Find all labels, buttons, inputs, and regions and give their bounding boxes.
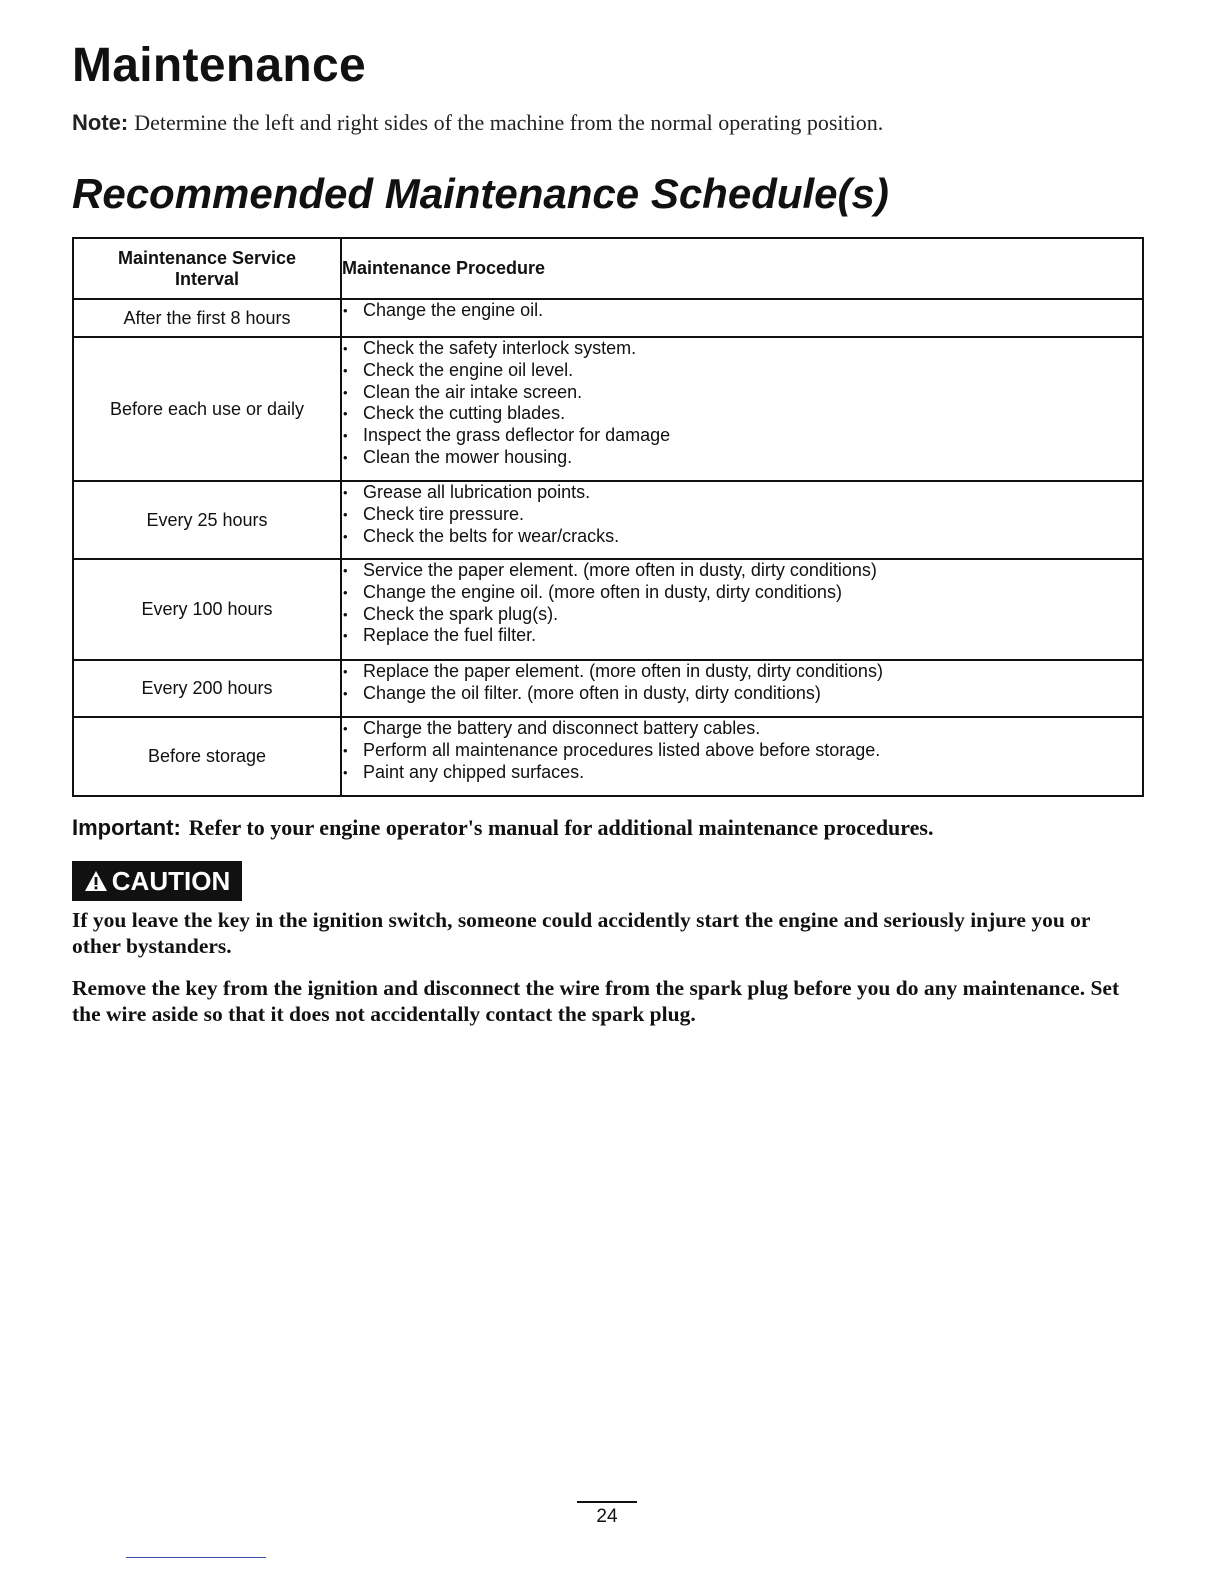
procedure-list [342, 661, 1142, 705]
note-text: Determine the left and right sides of the machine from the normal operating position. [134, 110, 884, 135]
important-text: Refer to your engine operator's manual for additional maintenance procedures. [188, 815, 934, 840]
list-item: • Clean the air intake screen. [342, 382, 1142, 404]
list-item: • Check the engine oil level. [342, 360, 1142, 382]
procedure-cell [341, 299, 1143, 337]
list-item: • Inspect the grass deflector for damage [342, 425, 1142, 447]
list-item: • Change the engine oil. [342, 300, 1142, 322]
procedure-list [342, 560, 1142, 647]
procedure-cell [341, 717, 1143, 796]
procedure-list [342, 300, 1142, 322]
caution-paragraph: If you leave the key in the ignition switch, someone could accidently start the engine and seriously injure you or other bystanders. [72, 908, 1091, 958]
list-item: • Replace the fuel filter. [342, 625, 1142, 647]
procedure-list [342, 338, 1142, 469]
procedure-cell [341, 660, 1143, 717]
page-number-rule [577, 1501, 637, 1503]
table-row [73, 481, 1143, 559]
header-interval: Maintenance Service Interval [73, 238, 341, 299]
note-label: Note: [72, 110, 129, 135]
list-item: • Grease all lubrication points. [342, 482, 1142, 504]
note [72, 108, 883, 138]
table-row [73, 337, 1143, 481]
list-item: • Check the safety interlock system. [342, 338, 1142, 360]
warning-triangle-icon [84, 870, 108, 892]
list-item: • Replace the paper element. (more often in dusty, dirty conditions) [342, 661, 1142, 683]
header-procedure: Maintenance Procedure [341, 238, 1143, 299]
list-item: • Perform all maintenance procedures listed above before storage. [342, 740, 1142, 762]
maintenance-schedule-table [72, 237, 1144, 797]
interval-cell: Before storage [73, 717, 341, 796]
page-title: Maintenance [72, 39, 367, 92]
section-title: Recommended Maintenance Schedule(s) [72, 170, 889, 217]
procedure-cell [341, 337, 1143, 481]
footer-rule [126, 1557, 266, 1558]
procedure-cell [341, 481, 1143, 559]
list-item: • Change the engine oil. (more often in dusty, dirty conditions) [342, 582, 1142, 604]
procedure-list [342, 482, 1142, 547]
list-item: • Check the spark plug(s). [342, 604, 1142, 626]
interval-cell: Every 25 hours [73, 481, 341, 559]
list-item: • Service the paper element. (more often in dusty, dirty conditions) [342, 560, 1142, 582]
table-header-row [73, 238, 1143, 299]
list-item: • Paint any chipped surfaces. [342, 762, 1142, 784]
table-row [73, 717, 1143, 796]
interval-cell: Before each use or daily [73, 337, 341, 481]
important-note [72, 813, 933, 843]
caution-label: CAUTION [111, 865, 231, 896]
list-item: • Change the oil filter. (more often in dusty, dirty conditions) [342, 683, 1142, 705]
list-item: • Charge the battery and disconnect battery cables. [342, 718, 1142, 740]
table-row [73, 299, 1143, 337]
table-row [73, 660, 1143, 717]
caution-badge [72, 861, 242, 901]
caution-paragraph: Remove the key from the ignition and disconnect the wire from the spark plug before you do any maintenance. Set the wire aside so that it does not accidentally contact the spark plug. [72, 976, 1120, 1026]
procedure-list [342, 718, 1142, 783]
procedure-cell [341, 559, 1143, 660]
interval-cell: After the first 8 hours [73, 299, 341, 337]
list-item: • Check tire pressure. [342, 504, 1142, 526]
table-row [73, 559, 1143, 660]
interval-cell: Every 100 hours [73, 559, 341, 660]
list-item: • Check the belts for wear/cracks. [342, 526, 1142, 548]
list-item: • Check the cutting blades. [342, 403, 1142, 425]
list-item: • Clean the mower housing. [342, 447, 1142, 469]
interval-cell: Every 200 hours [73, 660, 341, 717]
important-label: Important: [72, 815, 181, 840]
page-number: 24 [596, 1506, 618, 1527]
